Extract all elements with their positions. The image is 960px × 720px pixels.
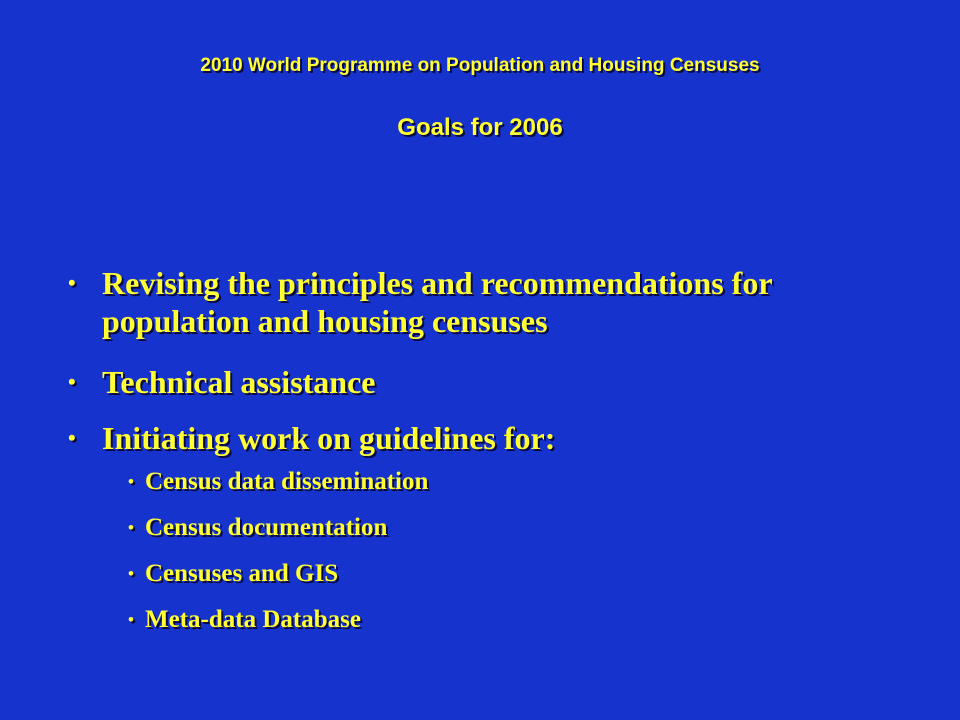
subbullet-item-census-data-dissemination [128, 467, 888, 497]
bullet-dot-icon: • [128, 518, 134, 537]
bullet-dot-icon: • [68, 425, 76, 450]
subbullet-item-label: Meta-data Database [145, 606, 361, 633]
bullet-item-technical-assistance [68, 363, 898, 401]
slide-subtitle: Goals for 2006 [397, 114, 563, 141]
bullet-dot-icon: • [68, 270, 76, 295]
bullet-dot-icon: • [128, 610, 134, 629]
bullet-item-initiating-work [68, 419, 898, 457]
bullet-item-label: Technical assistance [102, 364, 376, 400]
bullet-item-revising-principles [68, 264, 898, 340]
subbullet-item-label: Census documentation [145, 514, 388, 541]
bullet-dot-icon: • [68, 369, 76, 394]
subbullet-item-label: Censuses and GIS [145, 560, 339, 587]
slide-title: 2010 World Programme on Population and Housing Censuses [200, 55, 760, 76]
subbullet-item-meta-data-database [128, 605, 888, 635]
bullet-dot-icon: • [128, 564, 134, 583]
subbullet-item-censuses-and-gis [128, 559, 888, 589]
subbullet-item-label: Census data dissemination [145, 468, 429, 495]
bullet-dot-icon: • [128, 472, 134, 491]
subbullet-item-census-documentation [128, 513, 888, 543]
bullet-item-label: Initiating work on guidelines for: [102, 420, 556, 456]
bullet-item-label: Revising the principles and recommendations for population and housing censuses [102, 265, 772, 339]
